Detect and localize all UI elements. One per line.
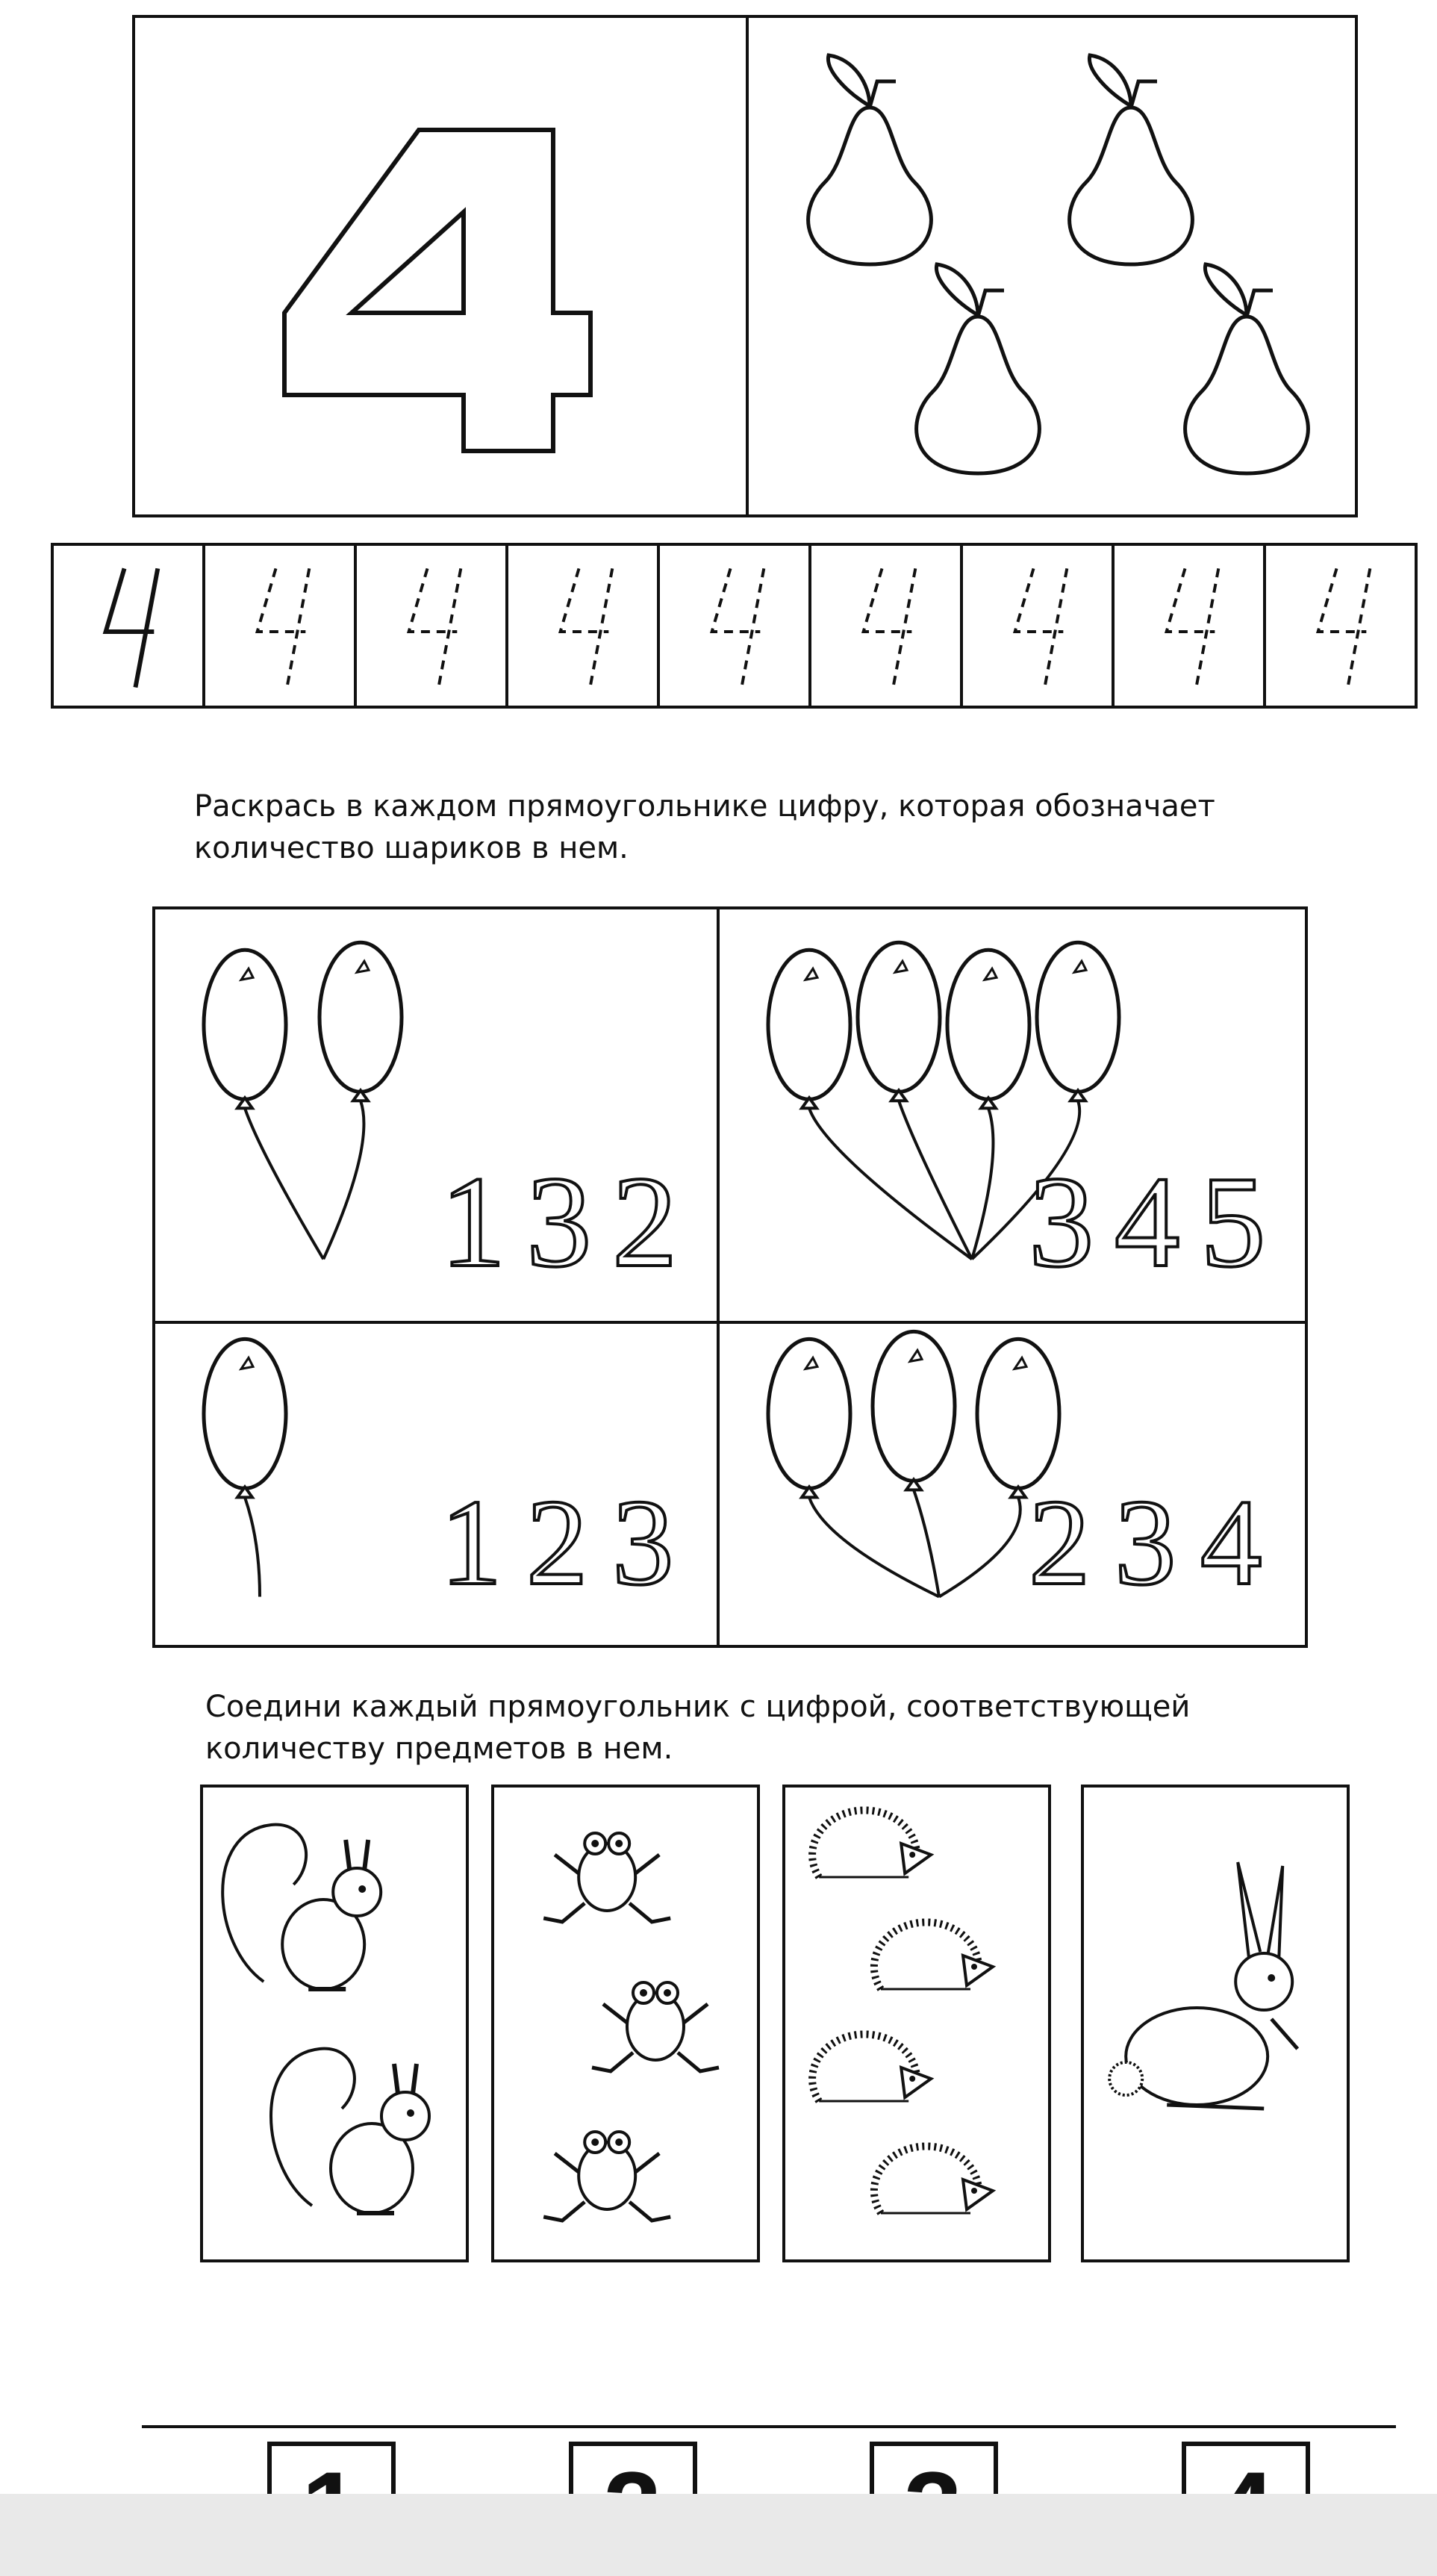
pear <box>1185 264 1309 473</box>
trace-cell-sample[interactable] <box>54 546 202 706</box>
trace-digit-four <box>357 546 505 706</box>
frog-illustration <box>494 1788 757 2259</box>
trace-cell[interactable] <box>202 546 354 706</box>
animal-panel-frog[interactable] <box>491 1785 760 2262</box>
number-option[interactable]: 1 <box>440 1474 502 1611</box>
trace-digit-four <box>205 546 354 706</box>
trace-cell[interactable] <box>657 546 808 706</box>
hedgehog <box>812 2034 931 2101</box>
balloon-panel <box>155 1324 717 1645</box>
balloon <box>873 1331 955 1596</box>
number-option[interactable]: 3 <box>612 1474 674 1611</box>
tracing-row <box>51 543 1418 709</box>
trace-digit-four <box>1266 546 1415 706</box>
answer-boxes <box>0 2427 1437 2501</box>
hedgehog <box>874 2146 993 2213</box>
trace-cell[interactable] <box>1263 546 1415 706</box>
answer-row-line <box>142 2425 1396 2428</box>
balloon-panel <box>155 909 717 1321</box>
number-option[interactable]: 3 <box>1115 1474 1176 1611</box>
number-option[interactable]: 2 <box>1029 1474 1091 1611</box>
digit-panel <box>132 15 749 517</box>
balloon <box>204 950 323 1259</box>
rabbit-illustration <box>1084 1788 1347 2259</box>
trace-digit-four <box>963 546 1112 706</box>
number-option[interactable]: 3 <box>1029 1149 1094 1294</box>
trace-cell[interactable] <box>808 546 960 706</box>
number-option[interactable]: 3 <box>526 1149 592 1294</box>
hedgehog <box>874 1922 993 1989</box>
animal-panels <box>200 1785 1350 2262</box>
balloon <box>319 942 402 1259</box>
frog <box>543 1833 670 1922</box>
number-option[interactable]: 5 <box>1200 1149 1266 1294</box>
frog <box>592 1982 719 2071</box>
trace-digit-four <box>54 546 202 706</box>
instruction-color-digit: Раскрась в каждом прямоугольнике цифру, которая обозначает количество шариков в нем. <box>194 789 1215 865</box>
hedgehog <box>812 1810 931 1877</box>
frog <box>543 2132 670 2221</box>
animal-panel-squirrel[interactable] <box>200 1785 469 2262</box>
trace-digit-four <box>811 546 960 706</box>
animal-panel-hedgehog[interactable] <box>782 1785 1051 2262</box>
squirrel <box>271 2049 429 2213</box>
trace-cell[interactable] <box>354 546 505 706</box>
balloon-panel <box>720 909 1305 1321</box>
pear <box>1070 55 1193 264</box>
trace-digit-four <box>1115 546 1263 706</box>
animal-panel-rabbit[interactable] <box>1081 1785 1350 2262</box>
trace-digit-four <box>660 546 808 706</box>
outline-digit-four[interactable] <box>135 18 746 514</box>
balloon-panel <box>720 1324 1305 1645</box>
rabbit <box>1109 1862 1297 2109</box>
pear <box>808 55 932 264</box>
squirrel <box>222 1825 381 1989</box>
number-option[interactable]: 4 <box>1115 1149 1180 1294</box>
balloon-grid <box>152 906 1308 1648</box>
instruction-connect: Соедини каждый прямоугольник с цифрой, соответствующей количеству предметов в нем. <box>205 1690 1191 1766</box>
trace-cell[interactable] <box>505 546 657 706</box>
scan-bottom-strip <box>0 2494 1437 2576</box>
balloon <box>204 1339 286 1596</box>
number-option[interactable]: 1 <box>440 1149 506 1294</box>
pears-panel <box>746 15 1358 517</box>
pears-illustration <box>749 18 1355 514</box>
trace-cell[interactable] <box>1112 546 1263 706</box>
number-option[interactable]: 2 <box>526 1474 588 1611</box>
pear <box>917 264 1040 473</box>
trace-cell[interactable] <box>960 546 1112 706</box>
trace-digit-four <box>508 546 657 706</box>
hedgehog-illustration <box>785 1788 1048 2259</box>
squirrel-illustration <box>203 1788 466 2259</box>
number-option[interactable]: 4 <box>1200 1474 1262 1611</box>
number-option[interactable]: 2 <box>612 1149 678 1294</box>
